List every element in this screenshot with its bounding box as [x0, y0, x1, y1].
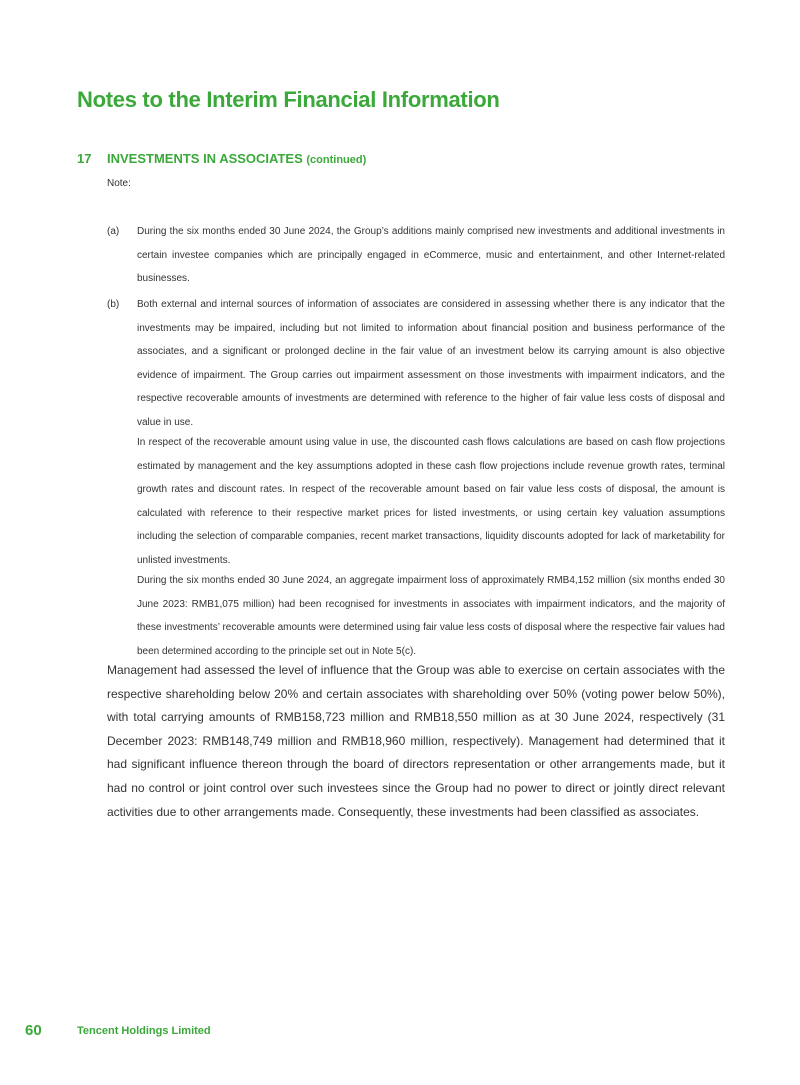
section-title: INVESTMENTS IN ASSOCIATES: [107, 151, 303, 166]
note-b-marker: (b): [107, 299, 120, 310]
page-title: Notes to the Interim Financial Information: [77, 87, 500, 112]
note-a: [107, 220, 725, 291]
note-b-paragraph-3: During the six months ended 30 June 2024, an aggregate impairment loss of approximately RMB4,152 million (six months ended 30 June 2023: RMB1,075 million) had been recognised for investments in associates with impairment indicators, and the majority of these investments’ recoverable amounts were determined using fair value less costs of disposal where the respective fair values had been determined according to the principle set out in Note 5(c).: [137, 575, 725, 657]
section-number: 17: [77, 151, 92, 166]
note-b: [107, 293, 725, 434]
note-a-text: During the six months ended 30 June 2024, the Group’s additions mainly comprised new investments and additional investments in certain investee companies which are principally engaged in eCommerce, music and entertainment, and other Internet-related businesses.: [137, 226, 725, 284]
section-continued-label: (continued): [306, 154, 367, 166]
note-label: Note:: [107, 178, 131, 189]
note-b-paragraph-2: In respect of the recoverable amount using value in use, the discounted cash flows calculations are based on cash flow projections estimated by management and the key assumptions adopted in these cash flow projections include revenue growth rates, terminal growth rates and discount rates. In respect of the recoverable amount based on fair value less costs of disposal, the amount is calculated with reference to their respective market prices for listed investments, or using certain key valuation assumptions including the selection of comparable companies, recent market transactions, liquidity discounts adopted for lack of marketability for unlisted investments.: [137, 437, 725, 566]
footer-company-name: Tencent Holdings Limited: [77, 1025, 211, 1037]
note-b-paragraph-2-block: [107, 431, 725, 572]
section-heading: [77, 151, 366, 166]
page-number: 60: [25, 1022, 42, 1039]
note-a-marker: (a): [107, 226, 120, 237]
note-b-paragraph-1: Both external and internal sources of information of associates are considered in assessing whether there is any indicator that the investments may be impaired, including but not limited to information about financial position and business performance of the associates, and a significant or prolonged decline in the fair value of an investment below its carrying amount is also objective evidence of impairment. The Group carries out impairment assessment on those investments with impairment indicators, and the respective recoverable amounts of investments are determined with reference to the higher of fair value less costs of disposal and value in use.: [137, 299, 725, 428]
note-b-paragraph-3-block: [107, 569, 725, 663]
main-paragraph: Management had assessed the level of influence that the Group was able to exercise on certain associates with the respective shareholding below 20% and certain associates with shareholding over 50% (voting power below 50%), with total carrying amounts of RMB158,723 million and RMB18,550 million as at 30 June 2024, respectively (31 December 2023: RMB148,749 million and RMB18,960 million, respectively). Management had determined that it had significant influence thereon through the board of directors representation or other arrangements made, but it had no control or joint control over such investees since the Group had no power to direct or jointly direct relevant activities due to other arrangements made. Consequently, these investments had been classified as associates.: [107, 663, 725, 819]
